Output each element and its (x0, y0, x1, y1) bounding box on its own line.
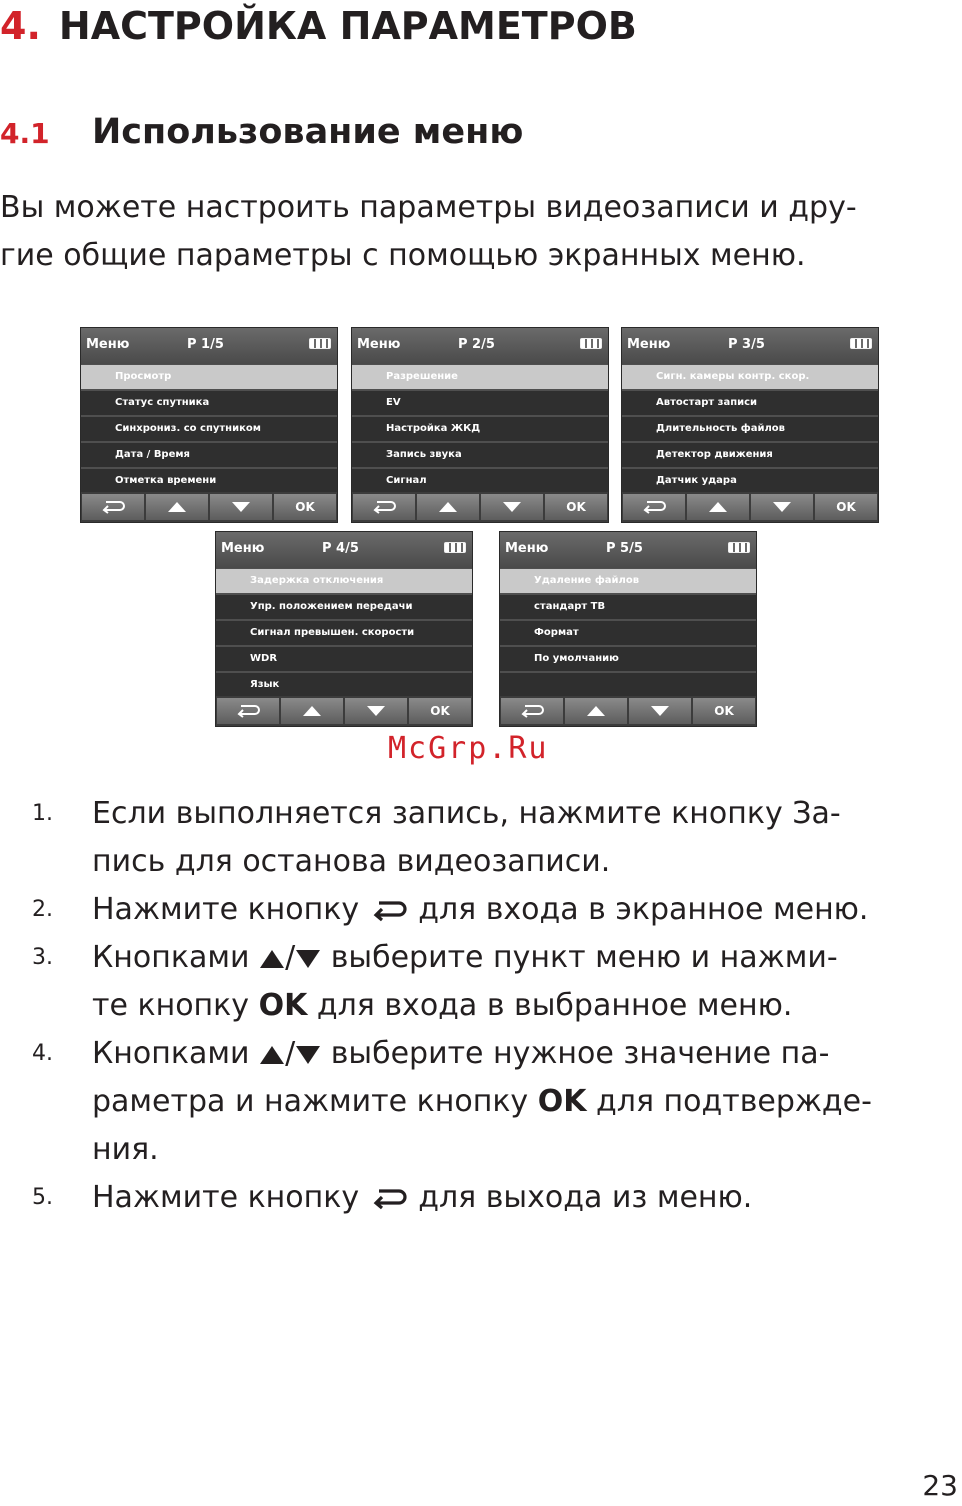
up-button[interactable] (565, 698, 627, 724)
menu-item[interactable]: Сигнал превышен. скорости (216, 621, 472, 645)
screen-header (622, 328, 878, 364)
menu-item[interactable]: Просмотр (81, 365, 337, 389)
screen-page: P 5/5 (606, 541, 643, 556)
ok-label: OK (258, 988, 308, 1023)
menu-screen-3 (621, 327, 879, 523)
battery-icon (850, 338, 872, 349)
back-button[interactable] (501, 698, 563, 724)
step-number: 2. (32, 897, 53, 922)
up-arrow-icon (587, 706, 605, 716)
up-arrow-icon (168, 502, 186, 512)
menu-item[interactable]: Статус спутника (81, 391, 337, 415)
screen-page: P 2/5 (458, 337, 495, 352)
ok-button[interactable]: OK (274, 494, 336, 520)
step-text-part: Кнопками (92, 1036, 260, 1071)
menu-item[interactable]: Автостарт записи (622, 391, 878, 415)
ok-button[interactable]: OK (815, 494, 877, 520)
menu-item[interactable]: Формат (500, 621, 756, 645)
down-arrow-icon (651, 706, 669, 716)
step-3 (0, 934, 962, 1030)
menu-item[interactable]: Сигнал (352, 469, 608, 493)
down-triangle-icon (295, 1044, 321, 1066)
step-number: 1. (32, 801, 53, 826)
up-arrow-icon (303, 706, 321, 716)
step-text-part: Нажмите кнопку (92, 892, 369, 927)
return-icon (520, 704, 544, 718)
step-text-part: Если выполняется запись, нажмите кнопку За- пись для останова видеозаписи. (92, 796, 841, 879)
screen-header (81, 328, 337, 364)
menu-item[interactable]: EV (352, 391, 608, 415)
menu-item[interactable]: Сигн. камеры контр. скор. (622, 365, 878, 389)
back-button[interactable] (217, 698, 279, 724)
step-text-part: / (285, 1036, 296, 1071)
return-icon (101, 500, 125, 514)
up-button[interactable] (281, 698, 343, 724)
menu-item[interactable]: стандарт ТВ (500, 595, 756, 619)
menu-item[interactable]: Язык (216, 673, 472, 697)
menu-item[interactable]: Настройка ЖКД (352, 417, 608, 441)
menu-item[interactable]: По умолчанию (500, 647, 756, 671)
up-button[interactable] (146, 494, 208, 520)
battery-icon (728, 542, 750, 553)
intro-line-2: гие общие параметры с помощью экранных меню. (0, 238, 806, 273)
ok-button[interactable]: OK (409, 698, 471, 724)
step-text (92, 790, 960, 886)
up-arrow-icon (709, 502, 727, 512)
intro-line-1: Вы можете настроить параметры видеозаписи и дру- (0, 190, 857, 225)
step-text-part: для входа в экранное меню. (408, 892, 869, 927)
step-2 (0, 886, 962, 934)
down-button[interactable] (345, 698, 407, 724)
menu-item[interactable]: Разрешение (352, 365, 608, 389)
watermark: McGrp.Ru (388, 731, 549, 766)
step-text-part: для выхода из меню. (408, 1180, 753, 1215)
screen-page: P 4/5 (322, 541, 359, 556)
screen-header (352, 328, 608, 364)
section-number: 4.1 (0, 117, 50, 150)
menu-item[interactable]: Запись звука (352, 443, 608, 467)
return-icon (372, 500, 396, 514)
screen-page: P 3/5 (728, 337, 765, 352)
down-arrow-icon (773, 502, 791, 512)
menu-screen-4 (215, 531, 473, 727)
down-arrow-icon (503, 502, 521, 512)
back-button[interactable] (353, 494, 415, 520)
screen-header (216, 532, 472, 568)
step-text-part: Нажмите кнопку (92, 1180, 369, 1215)
step-text (92, 886, 960, 934)
return-icon (369, 899, 409, 923)
down-button[interactable] (481, 494, 543, 520)
ok-button[interactable]: OK (545, 494, 607, 520)
step-number: 3. (32, 945, 53, 970)
return-icon (642, 500, 666, 514)
down-arrow-icon (232, 502, 250, 512)
menu-item[interactable]: Дата / Время (81, 443, 337, 467)
chapter-title: НАСТРОЙКА ПАРАМЕТРОВ (58, 4, 637, 48)
menu-item[interactable]: Длительность файлов (622, 417, 878, 441)
chapter-heading (0, 2, 637, 50)
step-text-part: выберите нужное значение па- раметра и нажмите кнопку (92, 1036, 830, 1119)
menu-item[interactable]: Детектор движения (622, 443, 878, 467)
screen-title: Меню (627, 337, 671, 352)
battery-icon (444, 542, 466, 553)
up-button[interactable] (687, 494, 749, 520)
chapter-number: 4. (0, 4, 41, 48)
menu-item[interactable]: Отметка времени (81, 469, 337, 493)
menu-item[interactable]: WDR (216, 647, 472, 671)
battery-icon (580, 338, 602, 349)
step-4 (0, 1030, 962, 1174)
screen-header (500, 532, 756, 568)
step-text-part: для подтвержде- ния. (92, 1084, 872, 1167)
steps-list (0, 790, 962, 1222)
down-button[interactable] (629, 698, 691, 724)
section-heading (0, 108, 523, 158)
up-triangle-icon (259, 1044, 285, 1066)
step-text (92, 1030, 960, 1174)
screen-page: P 1/5 (187, 337, 224, 352)
screen-title: Меню (505, 541, 549, 556)
step-5 (0, 1174, 962, 1222)
back-button[interactable] (82, 494, 144, 520)
menu-item[interactable]: Удаление файлов (500, 569, 756, 593)
up-triangle-icon (259, 948, 285, 970)
step-1 (0, 790, 962, 886)
menu-screen-2 (351, 327, 609, 523)
up-arrow-icon (439, 502, 457, 512)
step-text (92, 934, 960, 1030)
menu-item[interactable]: Задержка отключения (216, 569, 472, 593)
menu-screen-1 (80, 327, 338, 523)
step-number: 4. (32, 1041, 53, 1066)
menu-item[interactable]: Синхрониз. со спутником (81, 417, 337, 441)
step-text-part: Кнопками (92, 940, 260, 975)
screen-title: Меню (357, 337, 401, 352)
menu-item[interactable]: Датчик удара (622, 469, 878, 493)
screen-title: Меню (221, 541, 265, 556)
down-button[interactable] (751, 494, 813, 520)
step-number: 5. (32, 1185, 53, 1210)
return-icon (369, 1187, 409, 1211)
ok-button[interactable]: OK (693, 698, 755, 724)
page-number: 23 (922, 1469, 958, 1502)
return-icon (236, 704, 260, 718)
menu-screen-5 (499, 531, 757, 727)
step-text-part: / (285, 940, 296, 975)
up-button[interactable] (417, 494, 479, 520)
screen-title: Меню (86, 337, 130, 352)
back-button[interactable] (623, 494, 685, 520)
down-triangle-icon (295, 948, 321, 970)
section-title: Использование меню (92, 112, 524, 152)
down-arrow-icon (367, 706, 385, 716)
down-button[interactable] (210, 494, 272, 520)
intro-paragraph (0, 184, 962, 280)
ok-label: OK (537, 1084, 587, 1119)
menu-item-empty (500, 673, 756, 697)
step-text-part: выберите пункт меню и нажми- те кнопку (92, 940, 838, 1023)
step-text (92, 1174, 960, 1222)
battery-icon (309, 338, 331, 349)
step-text-part: для входа в выбранное меню. (307, 988, 793, 1023)
menu-item[interactable]: Упр. положением передачи (216, 595, 472, 619)
